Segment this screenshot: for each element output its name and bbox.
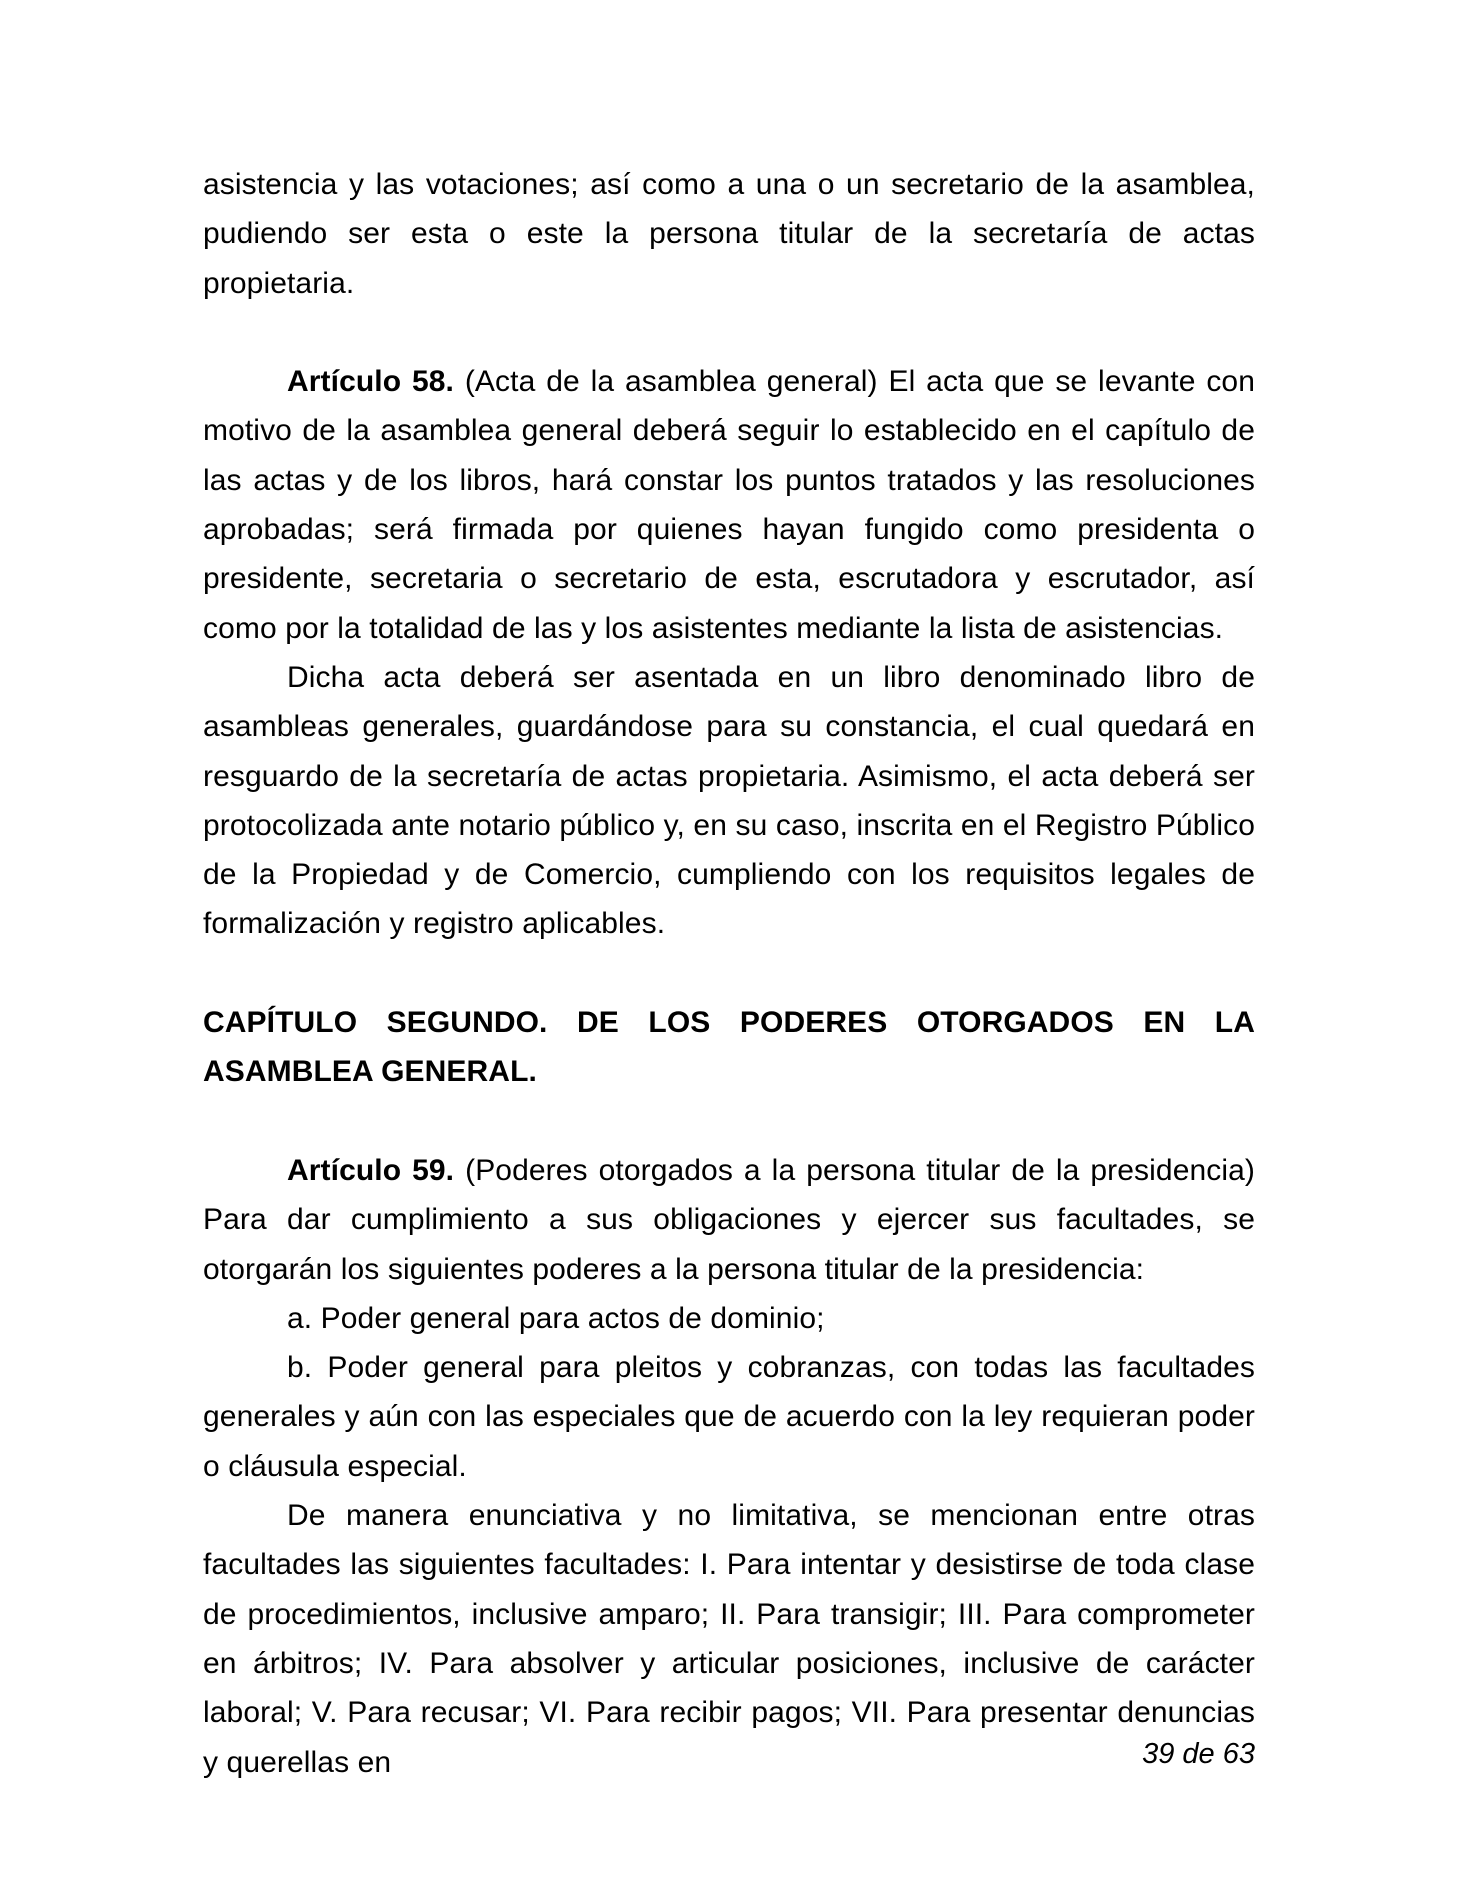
articulo-58-text: (Acta de la asamblea general) El acta que se levante con motivo de la asamblea general deberá seguir lo establecido en el capítulo de las actas y de los libros, hará constar los puntos tratados y las resoluciones aprobadas; será firmada por quienes hayan fungido como presidenta o presidente, secretaria o secretario de esta, escrutadora y escrutador, así como por la totalidad de las y los asistentes mediante la lista de asistencias. — [203, 365, 1256, 645]
document-body — [203, 160, 1255, 1787]
paragraph-articulo-58 — [203, 357, 1255, 653]
articulo-58-label: Artículo 58. — [287, 365, 454, 399]
paragraph-articulo-59 — [203, 1146, 1255, 1294]
articulo-59-label: Artículo 59. — [287, 1153, 455, 1187]
paragraph-spacer — [203, 308, 1255, 357]
paragraph-dicha-acta: Dicha acta deberá ser asentada en un libro denominado libro de asambleas generales, guardándose para su constancia, el cual quedará en resguardo de la secretaría de actas propietaria. Asimismo, el acta deberá ser protocolizada ante notario público y, en su caso, inscrita en el Registro Público de la Propiedad y de Comercio, cumpliendo con los requisitos legales de formalización y registro aplicables. — [203, 660, 1255, 941]
chapter-heading: CAPÍTULO SEGUNDO. DE LOS PODERES OTORGADOS EN LA ASAMBLEA GENERAL. — [203, 1006, 1255, 1089]
paragraph-continuation: asistencia y las votaciones; así como a una o un secretario de la asamblea, pudiendo ser esta o este la persona titular de la secretaría de actas propietaria. — [203, 168, 1255, 300]
list-item-b: b. Poder general para pleitos y cobranzas, con todas las facultades generales y aún con las especiales que de acuerdo con la ley requieran poder o cláusula especial. — [203, 1351, 1255, 1483]
paragraph-spacer — [203, 949, 1255, 998]
paragraph-enunciativa: De manera enunciativa y no limitativa, se mencionan entre otras facultades las siguientes facultades: I. Para intentar y desistirse de toda clase de procedimientos, inclusive amparo; II. Para transigir; III. Para comprometer en árbitros; IV. Para absolver y articular posiciones, inclusive de carácter laboral; V. Para recusar; VI. Para recibir pagos; VII. Para presentar denuncias y querellas en — [203, 1499, 1255, 1779]
list-item-a: a. Poder general para actos de dominio; — [287, 1301, 825, 1335]
paragraph-spacer — [203, 1097, 1255, 1146]
page-number: 39 de 63 — [1142, 1738, 1255, 1770]
articulo-59-text: (Poderes otorgados a la persona titular de la presidencia) Para dar cumplimiento a sus obligaciones y ejercer sus facultades, se otorgarán los siguientes poderes a la persona titular de la presidencia: — [203, 1153, 1256, 1286]
